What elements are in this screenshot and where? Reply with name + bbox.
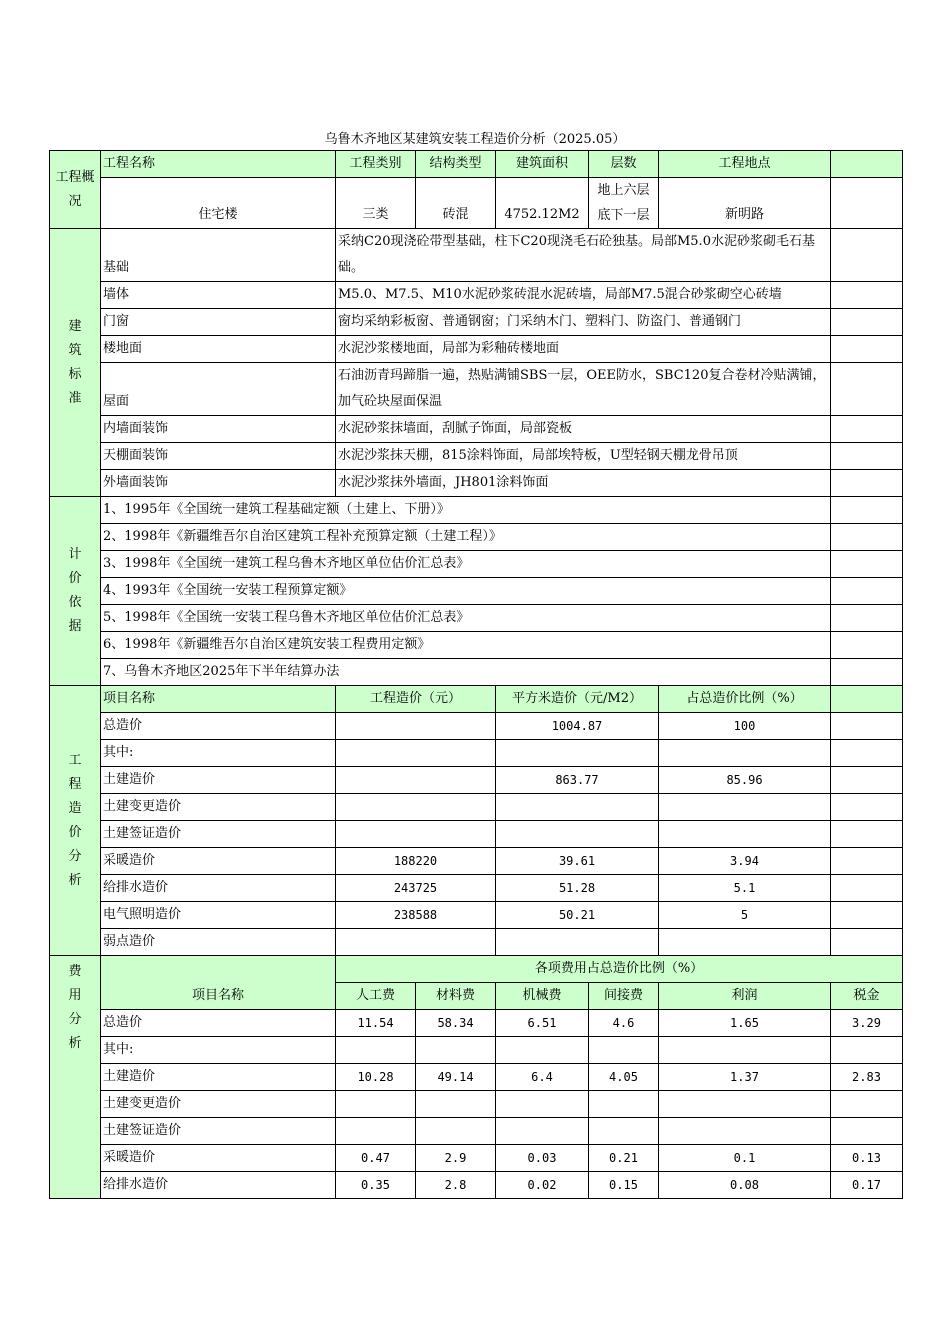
- fee-cell: 2.9: [416, 1145, 496, 1172]
- section-char: 用: [68, 988, 82, 1003]
- cost-row: [50, 929, 903, 956]
- cost-empty: [831, 848, 903, 875]
- cost-value: [336, 794, 496, 821]
- standard-row: [50, 229, 903, 282]
- header-floors: 层数: [589, 151, 659, 178]
- fee-cell: [416, 1037, 496, 1064]
- section-char: 筑: [68, 342, 82, 358]
- basis-item: 4、1993年《全国统一安装工程预算定额》: [101, 578, 831, 605]
- fee-row: [50, 1118, 903, 1145]
- fee-header-item: 项目名称: [101, 956, 336, 1010]
- cost-pct: 5: [659, 902, 831, 929]
- standard-empty: [831, 336, 903, 363]
- section-char: 造: [68, 800, 82, 816]
- section-char: 依: [68, 595, 82, 610]
- cost-header-cost: 工程造价（元）: [336, 686, 496, 713]
- section-char: 析: [68, 1036, 82, 1051]
- header-building-area: 建筑面积: [496, 151, 589, 178]
- fee-cell: 2.8: [416, 1172, 496, 1199]
- fee-cell: 10.28: [336, 1064, 416, 1091]
- fee-row: [50, 1091, 903, 1118]
- fee-item: 土建变更造价: [101, 1091, 336, 1118]
- cost-empty: [831, 821, 903, 848]
- cost-pct: [659, 794, 831, 821]
- cost-value: [336, 821, 496, 848]
- cost-item: 给排水造价: [101, 875, 336, 902]
- cost-pct: 3.94: [659, 848, 831, 875]
- standard-name: 内墙面装饰: [101, 416, 336, 443]
- cost-item: 总造价: [101, 713, 336, 740]
- fee-cell: 4.6: [589, 1010, 659, 1037]
- fee-cell: [589, 1118, 659, 1145]
- section-fee-analysis-label: [50, 956, 101, 1199]
- basis-empty: [831, 659, 903, 686]
- cost-item: 土建造价: [101, 767, 336, 794]
- fee-row: [50, 1145, 903, 1172]
- cost-value: [336, 929, 496, 956]
- value-floors: [589, 178, 659, 229]
- fee-cell: 0.08: [659, 1172, 831, 1199]
- section-char: 析: [68, 872, 82, 888]
- basis-item: 2、1998年《新疆维吾尔自治区建筑工程补充预算定额（土建工程）》: [101, 524, 831, 551]
- value-location: 新明路: [659, 178, 831, 229]
- fee-header-tax: 税金: [831, 983, 903, 1010]
- fee-row: [50, 1064, 903, 1091]
- basis-row: [50, 497, 903, 524]
- fee-header-labor: 人工费: [336, 983, 416, 1010]
- basis-empty: [831, 578, 903, 605]
- document-title: 乌鲁木齐地区某建筑安装工程造价分析（2025.05）: [324, 132, 626, 147]
- cost-empty: [831, 929, 903, 956]
- standard-name: 天棚面装饰: [101, 443, 336, 470]
- section-char: 据: [68, 619, 82, 634]
- standard-name: 楼地面: [101, 336, 336, 363]
- cost-per-m2: 39.61: [496, 848, 659, 875]
- basis-empty: [831, 551, 903, 578]
- fee-cell: 0.15: [589, 1172, 659, 1199]
- fee-cell: 0.02: [496, 1172, 589, 1199]
- standard-name: 墙体: [101, 282, 336, 309]
- standard-empty: [831, 309, 903, 336]
- basis-item: 3、1998年《全国统一建筑工程乌鲁木齐地区单位估价汇总表》: [101, 551, 831, 578]
- basis-row: [50, 578, 903, 605]
- section-basis-label: [50, 497, 101, 686]
- header-empty: [831, 151, 903, 178]
- standard-name: 基础: [101, 229, 336, 282]
- fee-header-profit: 利润: [659, 983, 831, 1010]
- header-location: 工程地点: [659, 151, 831, 178]
- cost-value: [336, 740, 496, 767]
- cost-header-row: [50, 686, 903, 713]
- cost-row: [50, 713, 903, 740]
- fee-item: 其中:: [101, 1037, 336, 1064]
- standard-empty: [831, 443, 903, 470]
- cost-value: [336, 713, 496, 740]
- fee-cell: 3.29: [831, 1010, 903, 1037]
- fee-row: [50, 1172, 903, 1199]
- fee-cell: [659, 1091, 831, 1118]
- fee-cell: 49.14: [416, 1064, 496, 1091]
- standard-empty: [831, 470, 903, 497]
- fee-cell: 0.47: [336, 1145, 416, 1172]
- cost-pct: [659, 929, 831, 956]
- value-project-category: 三类: [336, 178, 416, 229]
- basis-item: 6、1998年《新疆维吾尔自治区建筑安装工程费用定额》: [101, 632, 831, 659]
- cost-pct: 100: [659, 713, 831, 740]
- fee-cell: [416, 1091, 496, 1118]
- fee-cell: 0.13: [831, 1145, 903, 1172]
- standard-row: [50, 336, 903, 363]
- standard-row: [50, 282, 903, 309]
- header-project-category: 工程类别: [336, 151, 416, 178]
- fee-cell: 0.03: [496, 1145, 589, 1172]
- cost-value: 238588: [336, 902, 496, 929]
- standard-empty: [831, 416, 903, 443]
- fee-cell: [336, 1091, 416, 1118]
- fee-cell: 1.37: [659, 1064, 831, 1091]
- fee-cell: 0.21: [589, 1145, 659, 1172]
- header-structure-type: 结构类型: [416, 151, 496, 178]
- value-empty: [831, 178, 903, 229]
- cost-header-per-m2: 平方米造价（元/M2）: [496, 686, 659, 713]
- fee-cell: 6.4: [496, 1064, 589, 1091]
- standard-desc: 水泥沙浆楼地面，局部为彩釉砖楼地面: [336, 336, 831, 363]
- fee-row: [50, 1010, 903, 1037]
- cost-row: [50, 794, 903, 821]
- cost-item: 电气照明造价: [101, 902, 336, 929]
- cost-empty: [831, 794, 903, 821]
- fee-cell: 4.05: [589, 1064, 659, 1091]
- cost-per-m2: 1004.87: [496, 713, 659, 740]
- value-structure-type: 砖混: [416, 178, 496, 229]
- cost-per-m2: 863.77: [496, 767, 659, 794]
- section-char: 工: [68, 752, 82, 768]
- section-char: 分: [68, 848, 82, 864]
- fee-cell: 0.17: [831, 1172, 903, 1199]
- overview-value-row: [50, 178, 903, 229]
- cost-empty: [831, 740, 903, 767]
- cost-row: [50, 875, 903, 902]
- fee-cell: [336, 1037, 416, 1064]
- standard-row: [50, 309, 903, 336]
- section-char: 价: [68, 824, 82, 840]
- fee-cell: 0.1: [659, 1145, 831, 1172]
- fee-cell: [416, 1118, 496, 1145]
- standard-desc: 采纳C20现浇砼带型基础，柱下C20现浇毛石砼独基。局部M5.0水泥砂浆砌毛石基础。: [336, 229, 831, 282]
- fee-cell: 6.51: [496, 1010, 589, 1037]
- cost-per-m2: [496, 821, 659, 848]
- section-char: 建: [68, 318, 82, 334]
- fee-cell: [831, 1118, 903, 1145]
- cost-pct: 5.1: [659, 875, 831, 902]
- section-char: 标: [68, 366, 82, 382]
- fee-header-machinery: 机械费: [496, 983, 589, 1010]
- fee-cell: [496, 1037, 589, 1064]
- fee-cell: [496, 1118, 589, 1145]
- standard-row: [50, 363, 903, 416]
- standard-name: 外墙面装饰: [101, 470, 336, 497]
- fee-cell: [831, 1091, 903, 1118]
- basis-item: 1、1995年《全国统一建筑工程基础定额（土建上、下册）》: [101, 497, 831, 524]
- fee-header-group: 各项费用占总造价比例（%）: [336, 956, 903, 983]
- standard-desc: 水泥沙浆抹外墙面，JH801涂料饰面: [336, 470, 831, 497]
- fee-cell: [659, 1118, 831, 1145]
- basis-row: [50, 659, 903, 686]
- section-standards-label: [50, 229, 101, 497]
- standard-row: [50, 416, 903, 443]
- cost-empty: [831, 767, 903, 794]
- standard-empty: [831, 282, 903, 309]
- cost-value: 243725: [336, 875, 496, 902]
- section-char: 分: [68, 1012, 82, 1027]
- standard-empty: [831, 363, 903, 416]
- basis-empty: [831, 524, 903, 551]
- fee-group-header-row: [50, 956, 903, 983]
- fee-item: 给排水造价: [101, 1172, 336, 1199]
- standard-desc: 石油沥青玛蹄脂一遍，热贴满铺SBS一层，OEE防水，SBC120复合卷材冷贴满铺，加气砼块屋面保温: [336, 363, 831, 416]
- fee-cell: 11.54: [336, 1010, 416, 1037]
- cost-row: [50, 821, 903, 848]
- cost-value: [336, 767, 496, 794]
- fee-header-indirect: 间接费: [589, 983, 659, 1010]
- cost-item: 其中:: [101, 740, 336, 767]
- section-char: 准: [68, 390, 82, 406]
- cost-header-pct: 占总造价比例（%）: [659, 686, 831, 713]
- standard-row: [50, 443, 903, 470]
- header-project-name: 工程名称: [101, 151, 336, 178]
- fee-cell: [831, 1037, 903, 1064]
- cost-analysis-table: [49, 150, 903, 1199]
- floors-below: 底下一层: [597, 208, 650, 223]
- value-project-name: 住宅楼: [101, 178, 336, 229]
- section-char: 程: [68, 776, 82, 792]
- section-overview-label: 工程概况: [50, 151, 101, 229]
- cost-item: 采暖造价: [101, 848, 336, 875]
- fee-item: 土建造价: [101, 1064, 336, 1091]
- fee-cell: 58.34: [416, 1010, 496, 1037]
- basis-empty: [831, 632, 903, 659]
- cost-item: 弱点造价: [101, 929, 336, 956]
- cost-per-m2: 51.28: [496, 875, 659, 902]
- fee-cell: 0.35: [336, 1172, 416, 1199]
- cost-item: 土建变更造价: [101, 794, 336, 821]
- cost-empty: [831, 902, 903, 929]
- section-char: 价: [68, 571, 82, 586]
- cost-per-m2: 50.21: [496, 902, 659, 929]
- basis-item: 7、乌鲁木齐地区2025年下半年结算办法: [101, 659, 831, 686]
- standard-name: 屋面: [101, 363, 336, 416]
- fee-item: 总造价: [101, 1010, 336, 1037]
- cost-row: [50, 902, 903, 929]
- standard-desc: 窗均采纳彩板窗、普通钢窗；门采纳木门、塑料门、防盗门、普通钢门: [336, 309, 831, 336]
- fee-cell: [659, 1037, 831, 1064]
- fee-cell: [589, 1091, 659, 1118]
- floors-above: 地上六层: [597, 183, 650, 198]
- fee-cell: 2.83: [831, 1064, 903, 1091]
- basis-row: [50, 605, 903, 632]
- standard-desc: 水泥沙浆抹天棚，815涂料饰面，局部埃特板，U型轻钢天棚龙骨吊顶: [336, 443, 831, 470]
- section-char: 费: [68, 964, 82, 979]
- cost-per-m2: [496, 929, 659, 956]
- cost-pct: [659, 821, 831, 848]
- fee-item: 土建签证造价: [101, 1118, 336, 1145]
- fee-cell: [336, 1118, 416, 1145]
- basis-empty: [831, 605, 903, 632]
- cost-row: [50, 767, 903, 794]
- basis-item: 5、1998年《全国统一安装工程乌鲁木齐地区单位估价汇总表》: [101, 605, 831, 632]
- fee-header-material: 材料费: [416, 983, 496, 1010]
- fee-cell: 1.65: [659, 1010, 831, 1037]
- cost-item: 土建签证造价: [101, 821, 336, 848]
- basis-row: [50, 632, 903, 659]
- section-cost-analysis-label: [50, 686, 101, 956]
- standard-desc: 水泥砂浆抹墙面，刮腻子饰面，局部瓷板: [336, 416, 831, 443]
- cost-per-m2: [496, 794, 659, 821]
- standard-row: [50, 470, 903, 497]
- cost-pct: [659, 740, 831, 767]
- cost-header-item: 项目名称: [101, 686, 336, 713]
- basis-row: [50, 551, 903, 578]
- overview-header-row: [50, 151, 903, 178]
- fee-row: [50, 1037, 903, 1064]
- cost-per-m2: [496, 740, 659, 767]
- cost-pct: 85.96: [659, 767, 831, 794]
- standard-name: 门窗: [101, 309, 336, 336]
- section-char: 计: [68, 547, 82, 562]
- cost-value: 188220: [336, 848, 496, 875]
- fee-cell: [496, 1091, 589, 1118]
- cost-empty: [831, 713, 903, 740]
- cost-empty: [831, 875, 903, 902]
- standard-desc: M5.0、M7.5、M10水泥砂浆砖混水泥砖墙，局部M7.5混合砂浆砌空心砖墙: [336, 282, 831, 309]
- fee-item: 采暖造价: [101, 1145, 336, 1172]
- basis-row: [50, 524, 903, 551]
- cost-row: [50, 848, 903, 875]
- cost-header-empty: [831, 686, 903, 713]
- standard-empty: [831, 229, 903, 282]
- fee-cell: [589, 1037, 659, 1064]
- cost-row: [50, 740, 903, 767]
- basis-empty: [831, 497, 903, 524]
- value-building-area: 4752.12M2: [496, 178, 589, 229]
